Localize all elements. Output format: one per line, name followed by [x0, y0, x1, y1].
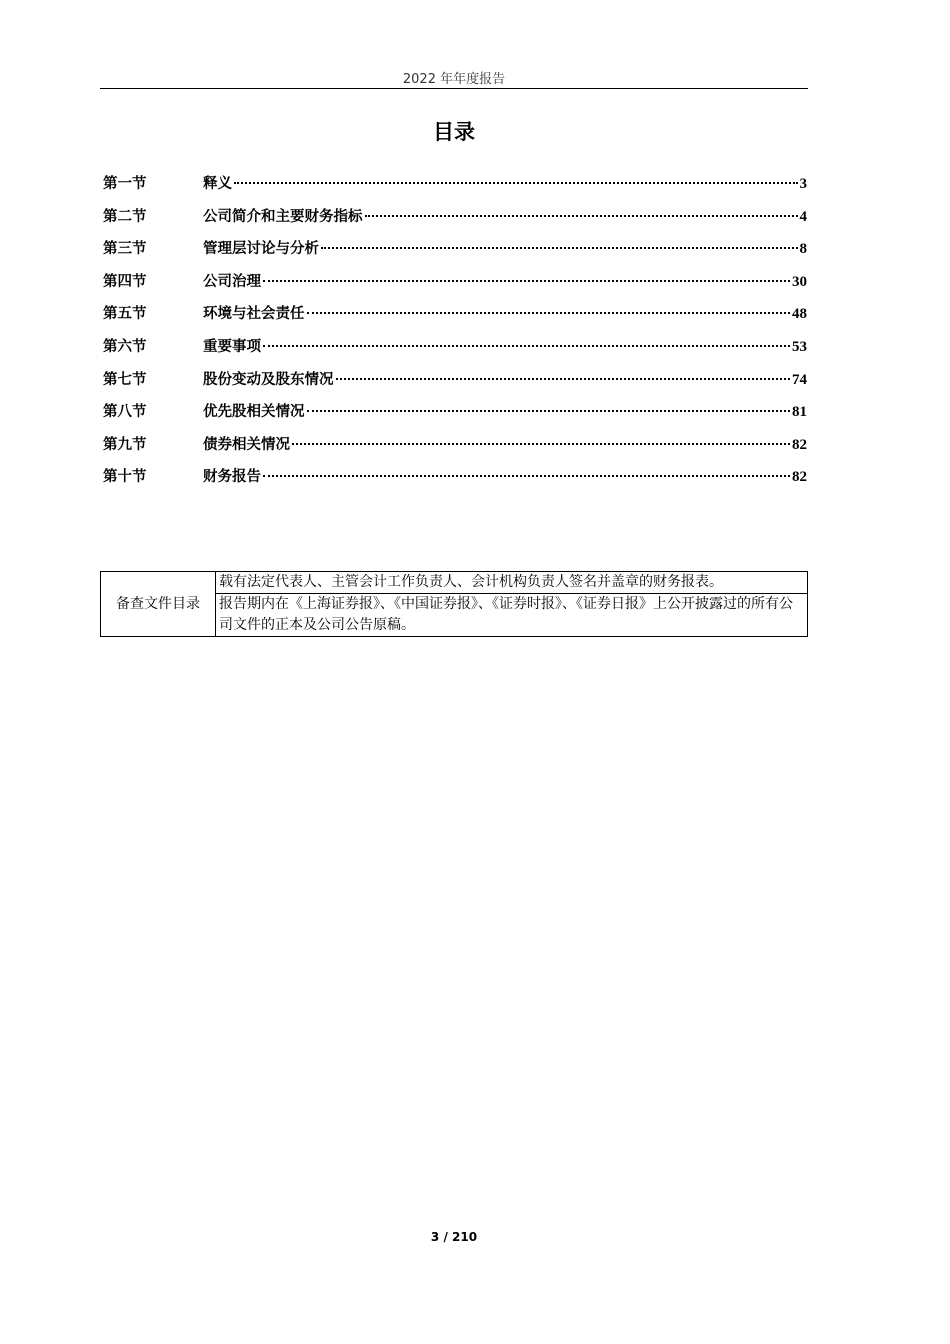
toc-leader-dots	[263, 280, 790, 282]
toc-leader-dots	[321, 247, 798, 249]
toc-page-number: 74	[792, 371, 807, 388]
toc-entry[interactable]	[103, 270, 807, 303]
toc-page-number: 48	[792, 306, 807, 323]
toc-section-number: 第八节	[103, 404, 147, 421]
toc-section-title: 释义	[203, 176, 232, 192]
toc-page-number: 53	[792, 338, 807, 355]
toc-section-title: 财务报告	[203, 469, 261, 486]
reference-documents-label: 备查文件目录	[101, 572, 216, 637]
reference-document-item: 载有法定代表人、主管会计工作负责人、会计机构负责人签名并盖章的财务报表。	[216, 572, 808, 594]
toc-entry[interactable]	[103, 237, 807, 270]
toc-leader-dots	[307, 410, 791, 412]
toc-entry[interactable]	[103, 205, 807, 238]
toc-section-title: 管理层讨论与分析	[203, 241, 319, 258]
table-row	[101, 572, 808, 594]
toc-section-title: 股份变动及股东情况	[203, 371, 334, 388]
toc-section-title: 公司简介和主要财务指标	[203, 208, 363, 225]
toc-section-number: 第一节	[103, 176, 147, 192]
toc-page-number: 4	[799, 208, 807, 225]
toc-leader-dots	[336, 378, 791, 380]
toc-leader-dots	[365, 215, 798, 217]
toc-leader-dots	[307, 312, 791, 314]
toc-entry[interactable]	[103, 302, 807, 335]
toc-page-number: 82	[792, 469, 807, 486]
toc-section-number: 第五节	[103, 306, 147, 323]
toc-section-number: 第九节	[103, 436, 147, 453]
toc-section-number: 第二节	[103, 208, 147, 225]
toc-page-number: 30	[792, 273, 807, 290]
toc-leader-dots	[263, 475, 790, 477]
page-header-title: 2022 年年度报告	[402, 72, 506, 87]
toc-entry[interactable]	[103, 172, 807, 205]
toc-entry[interactable]	[103, 335, 807, 368]
toc-section-title: 重要事项	[203, 338, 261, 355]
reference-document-item: 报告期内在《上海证券报》、《中国证券报》、《证券时报》、《证券日报》上公开披露过的所有公司文件的正本及公司公告原稿。	[216, 594, 808, 637]
toc-section-title: 债券相关情况	[203, 436, 290, 453]
toc-entry[interactable]	[103, 465, 807, 498]
toc-leader-dots	[263, 345, 790, 347]
toc-page-number: 3	[799, 176, 807, 192]
toc-section-number: 第六节	[103, 338, 147, 355]
toc-section-title: 优先股相关情况	[203, 404, 305, 421]
page-number: 3 / 210	[430, 1230, 478, 1244]
toc-page-number: 8	[799, 241, 807, 258]
toc-entry[interactable]	[103, 400, 807, 433]
toc-leader-dots	[234, 182, 798, 184]
toc-leader-dots	[292, 443, 790, 445]
toc-section-number: 第三节	[103, 241, 147, 258]
toc-section-number: 第七节	[103, 371, 147, 388]
reference-documents-table	[100, 571, 808, 637]
toc-section-title: 公司治理	[203, 273, 261, 290]
page-title: 目录	[433, 120, 475, 144]
toc-entry[interactable]	[103, 368, 807, 401]
toc-page-number: 82	[792, 436, 807, 453]
toc-section-title: 环境与社会责任	[203, 306, 305, 323]
table-of-contents	[103, 172, 807, 498]
toc-entry[interactable]	[103, 433, 807, 466]
toc-section-number: 第四节	[103, 273, 147, 290]
toc-section-number: 第十节	[103, 469, 147, 486]
header-divider	[100, 88, 808, 89]
toc-page-number: 81	[792, 404, 807, 421]
